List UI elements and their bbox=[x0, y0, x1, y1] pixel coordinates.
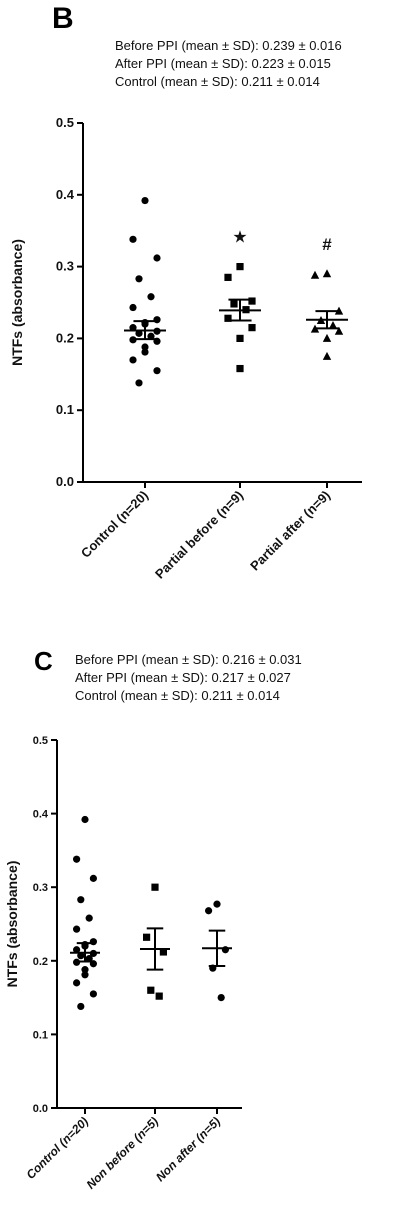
data-point bbox=[236, 365, 243, 372]
data-point bbox=[135, 275, 142, 282]
data-point bbox=[135, 379, 142, 386]
chart-b bbox=[0, 0, 400, 610]
data-point bbox=[129, 356, 136, 363]
stat-after-b: After PPI (mean ± SD): 0.223 ± 0.015 bbox=[115, 56, 331, 71]
data-point bbox=[222, 946, 229, 953]
chart-c bbox=[0, 640, 400, 1232]
data-point bbox=[73, 979, 80, 986]
significance-annotation: # bbox=[322, 234, 332, 254]
data-point bbox=[311, 271, 319, 279]
data-point bbox=[224, 274, 231, 281]
data-point bbox=[73, 926, 80, 933]
data-point bbox=[236, 335, 243, 342]
y-tick-label: 0.4 bbox=[32, 808, 48, 821]
x-category-label: Non before (n=5) bbox=[83, 1114, 162, 1192]
panel-letter-b: B bbox=[52, 2, 74, 35]
panel-c bbox=[0, 640, 400, 1232]
data-point bbox=[218, 994, 225, 1001]
stat-control-c: Control (mean ± SD): 0.211 ± 0.014 bbox=[75, 688, 280, 703]
data-point bbox=[129, 236, 136, 243]
y-tick-label: 0.3 bbox=[32, 882, 48, 895]
data-point bbox=[90, 990, 97, 997]
data-point bbox=[143, 934, 150, 941]
data-point bbox=[86, 915, 93, 922]
stat-before-c: Before PPI (mean ± SD): 0.216 ± 0.031 bbox=[75, 652, 302, 667]
data-point bbox=[90, 875, 97, 882]
stats-c bbox=[75, 651, 302, 705]
panel-letter-c: C bbox=[34, 646, 53, 676]
x-category-label: Control (n=20) bbox=[23, 1114, 92, 1182]
data-point bbox=[77, 896, 84, 903]
stat-control-b: Control (mean ± SD): 0.211 ± 0.014 bbox=[115, 74, 320, 89]
data-point bbox=[236, 263, 243, 270]
data-point bbox=[147, 293, 154, 300]
y-tick-label: 0.5 bbox=[55, 115, 74, 130]
data-point bbox=[323, 334, 331, 342]
data-point bbox=[141, 197, 148, 204]
data-point bbox=[81, 971, 88, 978]
data-point bbox=[141, 348, 148, 355]
data-point bbox=[156, 993, 163, 1000]
data-point bbox=[323, 352, 331, 360]
y-tick-label: 0.3 bbox=[55, 258, 74, 274]
y-tick-label: 0.5 bbox=[32, 735, 48, 747]
y-axis-label: NTFs (absorbance) bbox=[9, 239, 25, 366]
data-point bbox=[153, 316, 160, 323]
data-point bbox=[147, 987, 154, 994]
significance-annotation: ★ bbox=[232, 227, 248, 247]
x-category-label: Non after (n=5) bbox=[153, 1114, 224, 1185]
data-point bbox=[151, 884, 158, 891]
data-point bbox=[153, 254, 160, 261]
y-axis-label: NTFs (absorbance) bbox=[4, 860, 20, 988]
stat-after-c: After PPI (mean ± SD): 0.217 ± 0.027 bbox=[75, 670, 291, 685]
x-category-label: Control (n=20) bbox=[77, 487, 152, 561]
y-tick-label: 0.2 bbox=[55, 330, 74, 346]
data-point bbox=[81, 816, 88, 823]
x-category-label: Partial after (n=9) bbox=[247, 487, 334, 574]
data-point bbox=[323, 269, 331, 277]
data-point bbox=[129, 304, 136, 311]
y-tick-label: 0.0 bbox=[55, 474, 74, 489]
data-point bbox=[73, 856, 80, 863]
data-point bbox=[153, 367, 160, 374]
y-tick-label: 0.1 bbox=[55, 402, 74, 418]
panel-b bbox=[0, 0, 400, 610]
data-point bbox=[77, 1003, 84, 1010]
y-tick-label: 0.0 bbox=[32, 1103, 48, 1115]
data-point bbox=[248, 324, 255, 331]
data-point bbox=[248, 297, 255, 304]
data-point bbox=[230, 300, 237, 307]
data-point bbox=[90, 938, 97, 945]
y-tick-label: 0.4 bbox=[55, 186, 74, 202]
y-tick-label: 0.1 bbox=[32, 1029, 48, 1042]
data-point bbox=[213, 901, 220, 908]
y-tick-label: 0.2 bbox=[32, 955, 48, 968]
data-point bbox=[205, 907, 212, 914]
x-category-label: Partial before (n=9) bbox=[151, 487, 247, 582]
stat-before-b: Before PPI (mean ± SD): 0.239 ± 0.016 bbox=[115, 38, 342, 53]
stats-b bbox=[115, 37, 342, 91]
